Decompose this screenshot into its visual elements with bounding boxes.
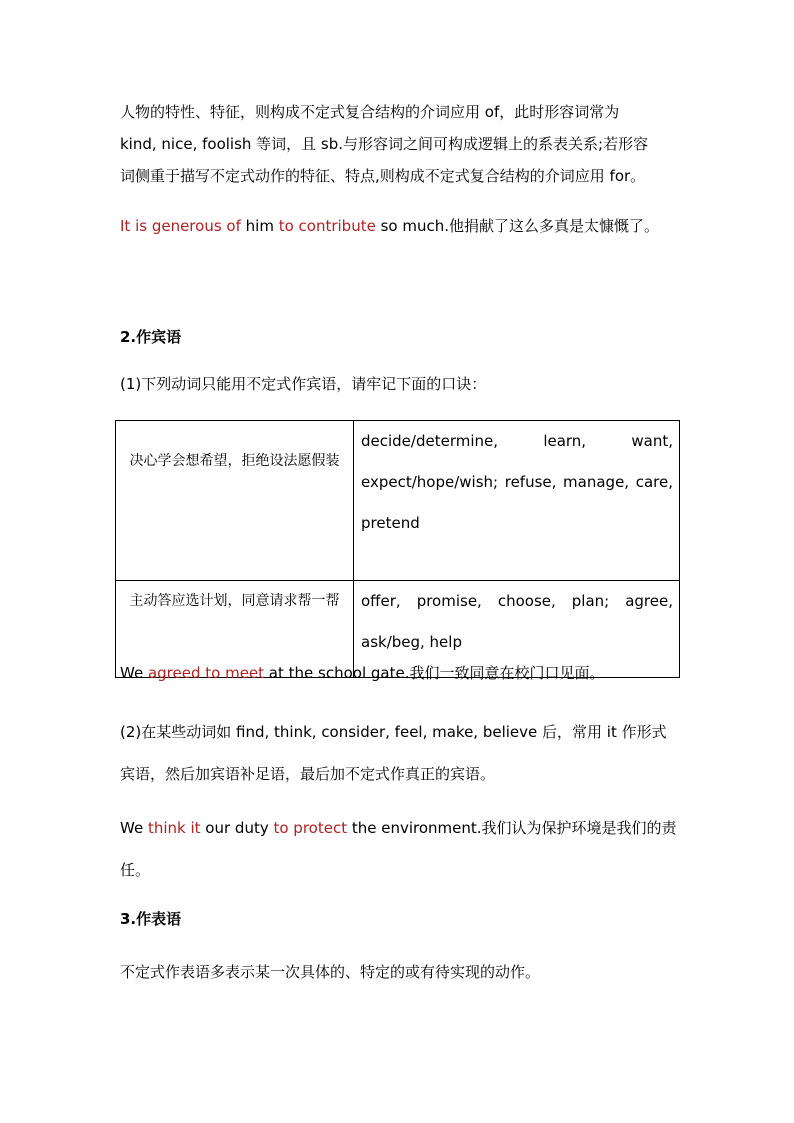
paragraph-line: 人物的特性、特征，则构成不定式复合结构的介词应用 of，此时形容词常为 (120, 103, 620, 121)
plain-text: him (245, 217, 279, 235)
paragraph-of-for-usage (120, 96, 680, 192)
table-cell-mnemonic: 主动答应选计划，同意请求帮一帮 (116, 581, 354, 678)
paragraph-line: kind, nice, foolish 等词，且 sb.与形容词之间可构成逻辑上的系表关系;若形容 (120, 135, 649, 153)
table-row (116, 421, 680, 581)
verb-mnemonic-table (115, 420, 680, 678)
plain-text: our duty (200, 819, 274, 837)
highlighted-phrase: think it (147, 819, 201, 837)
paragraph-line: 词侧重于描写不定式动作的特征、特点,则构成不定式复合结构的介词应用 for。 (120, 167, 646, 185)
plain-text: We (120, 819, 148, 837)
paragraph-mnemonic-intro: (1)下列动词只能用不定式作宾语，请牢记下面的口诀： (120, 375, 487, 393)
section-heading-object: 2.作宾语 (120, 328, 182, 346)
paragraph-predicative-usage: 不定式作表语多表示某一次具体的、特定的或有待实现的动作。 (120, 963, 541, 981)
example-sentence-generous (120, 210, 680, 242)
table-cell-mnemonic: 决心学会想希望，拒绝设法愿假装 (116, 421, 354, 581)
table-cell-verbs: decide/determine, learn, want, expect/hope/wish; refuse, manage, care, pretend (354, 421, 680, 581)
plain-text: so much.他捐献了这么多真是太慷慨了。 (375, 217, 659, 235)
example-sentence-duty (120, 807, 680, 891)
plain-text: the environment.我们认为保护环境是我们的责任。 (120, 819, 677, 879)
section-heading-predicative: 3.作表语 (120, 910, 182, 928)
paragraph-formal-object: (2)在某些动词如 find, think, consider, feel, make, believe 后，常用 it 作形式宾语，然后加宾语补足语，最后加不定式作真正的宾语。 (120, 723, 667, 783)
highlighted-phrase: agreed to meet (147, 664, 265, 682)
highlighted-phrase: It is generous of (120, 217, 246, 235)
plain-text: at the school gate.我们一致同意在校门口见面。 (264, 664, 605, 682)
highlighted-phrase: to contribute (278, 217, 376, 235)
plain-text: We (120, 664, 148, 682)
example-sentence-agreed (120, 657, 680, 689)
table-cell-verbs: offer, promise, choose, plan; agree, ask/beg, help (354, 581, 680, 678)
highlighted-phrase: to protect (273, 819, 348, 837)
